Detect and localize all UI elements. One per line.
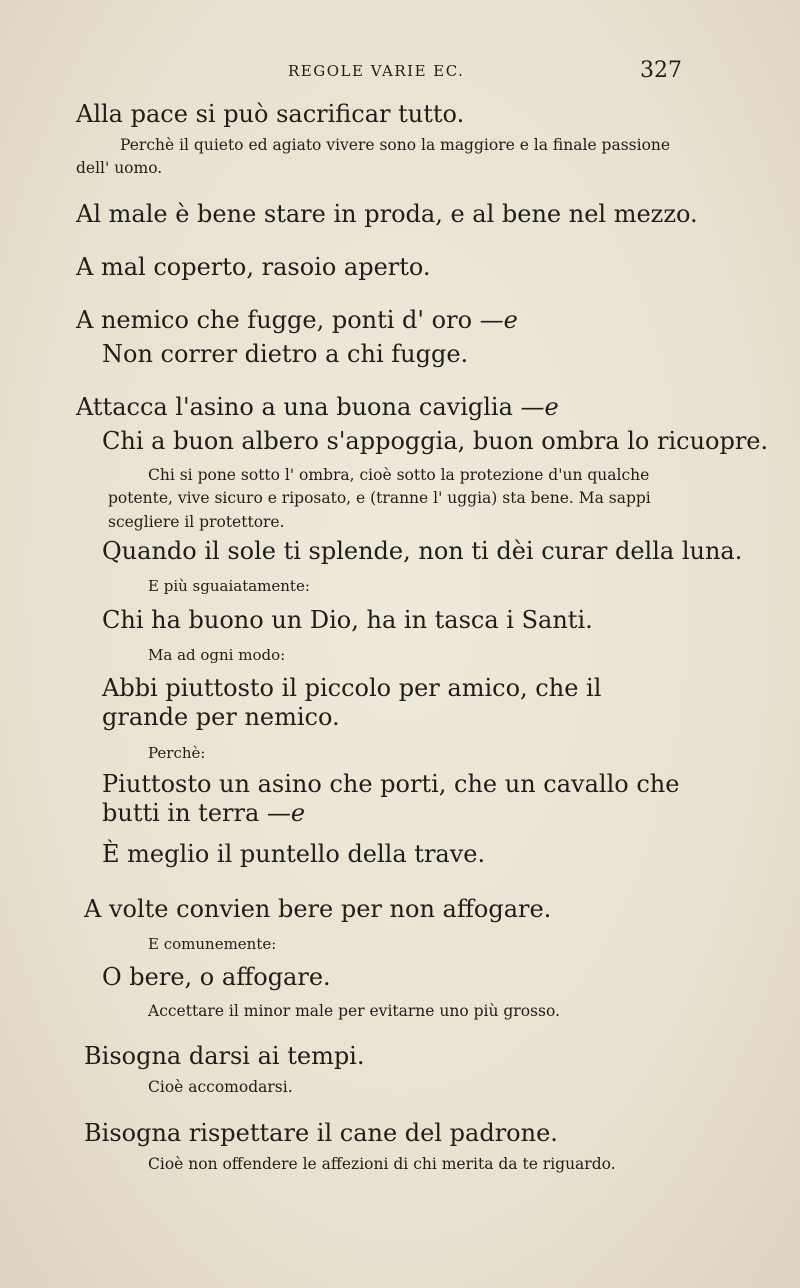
proverb-note: Cioè non offendere le affezioni di chi merita da te riguardo. [148,1155,616,1173]
proverb-intro: E più sguaiatamente: [148,577,310,595]
proverb: Al male è bene stare in proda, e al bene nel mezzo. [76,200,698,228]
proverb: Abbi piuttosto il piccolo per amico, che il grande per nemico. [102,674,602,731]
proverb-variant: Non correr dietro a chi fugge. [102,340,469,368]
proverb-note: Chi si pone sotto l' ombra, cioè sotto la protezione d'un qualche potente, vive sicuro e riposato, e (tranne l' uggia) sta bene. Ma sappi scegliere il protettore. [108,466,651,531]
proverb-line [102,770,692,828]
conjunction: —e [266,798,306,827]
running-head: REGOLE VARIE EC. [288,62,465,80]
proverb: Alla pace si può sacrificar tutto. [76,100,465,128]
proverb: A mal coperto, rasoio aperto. [76,253,431,281]
proverb: È meglio il puntello della trave. [102,840,486,868]
conjunction: —e [479,306,518,334]
proverb: Bisogna rispettare il cane del padrone. [84,1119,558,1147]
proverb-note: Accettare il minor male per evitarne uno più grosso. [148,1002,560,1020]
proverb: Piuttosto un asino che porti, che un cavallo che butti in terra [102,770,680,827]
proverb-intro: E comunemente: [148,935,277,953]
proverb: A volte convien bere per non affogare. [84,895,552,923]
proverb: Quando il sole ti splende, non ti dèi curar della luna. [102,537,743,565]
proverb-variant: O bere, o affogare. [102,963,331,991]
proverb-note: Perchè il quieto ed agiato vivere sono la maggiore e la finale passione dell' uomo. [76,136,671,178]
conjunction: —e [520,393,559,421]
proverb-intro: Perchè: [148,744,206,762]
proverb: Chi ha buono un Dio, ha in tasca i Santi. [102,606,593,634]
proverb: Attacca l'asino a una buona caviglia [76,393,513,421]
proverb-line [76,393,559,422]
proverb-variant: Chi a buon albero s'appoggia, buon ombra lo ricuopre. [102,427,769,455]
page-number: 327 [640,58,682,83]
proverb: A nemico che fugge, ponti d' oro [76,306,473,334]
proverb-note: Cioè accomodarsi. [148,1078,293,1096]
proverb-intro: Ma ad ogni modo: [148,646,286,664]
proverb: Bisogna darsi ai tempi. [84,1042,365,1070]
proverb-line [76,306,518,335]
